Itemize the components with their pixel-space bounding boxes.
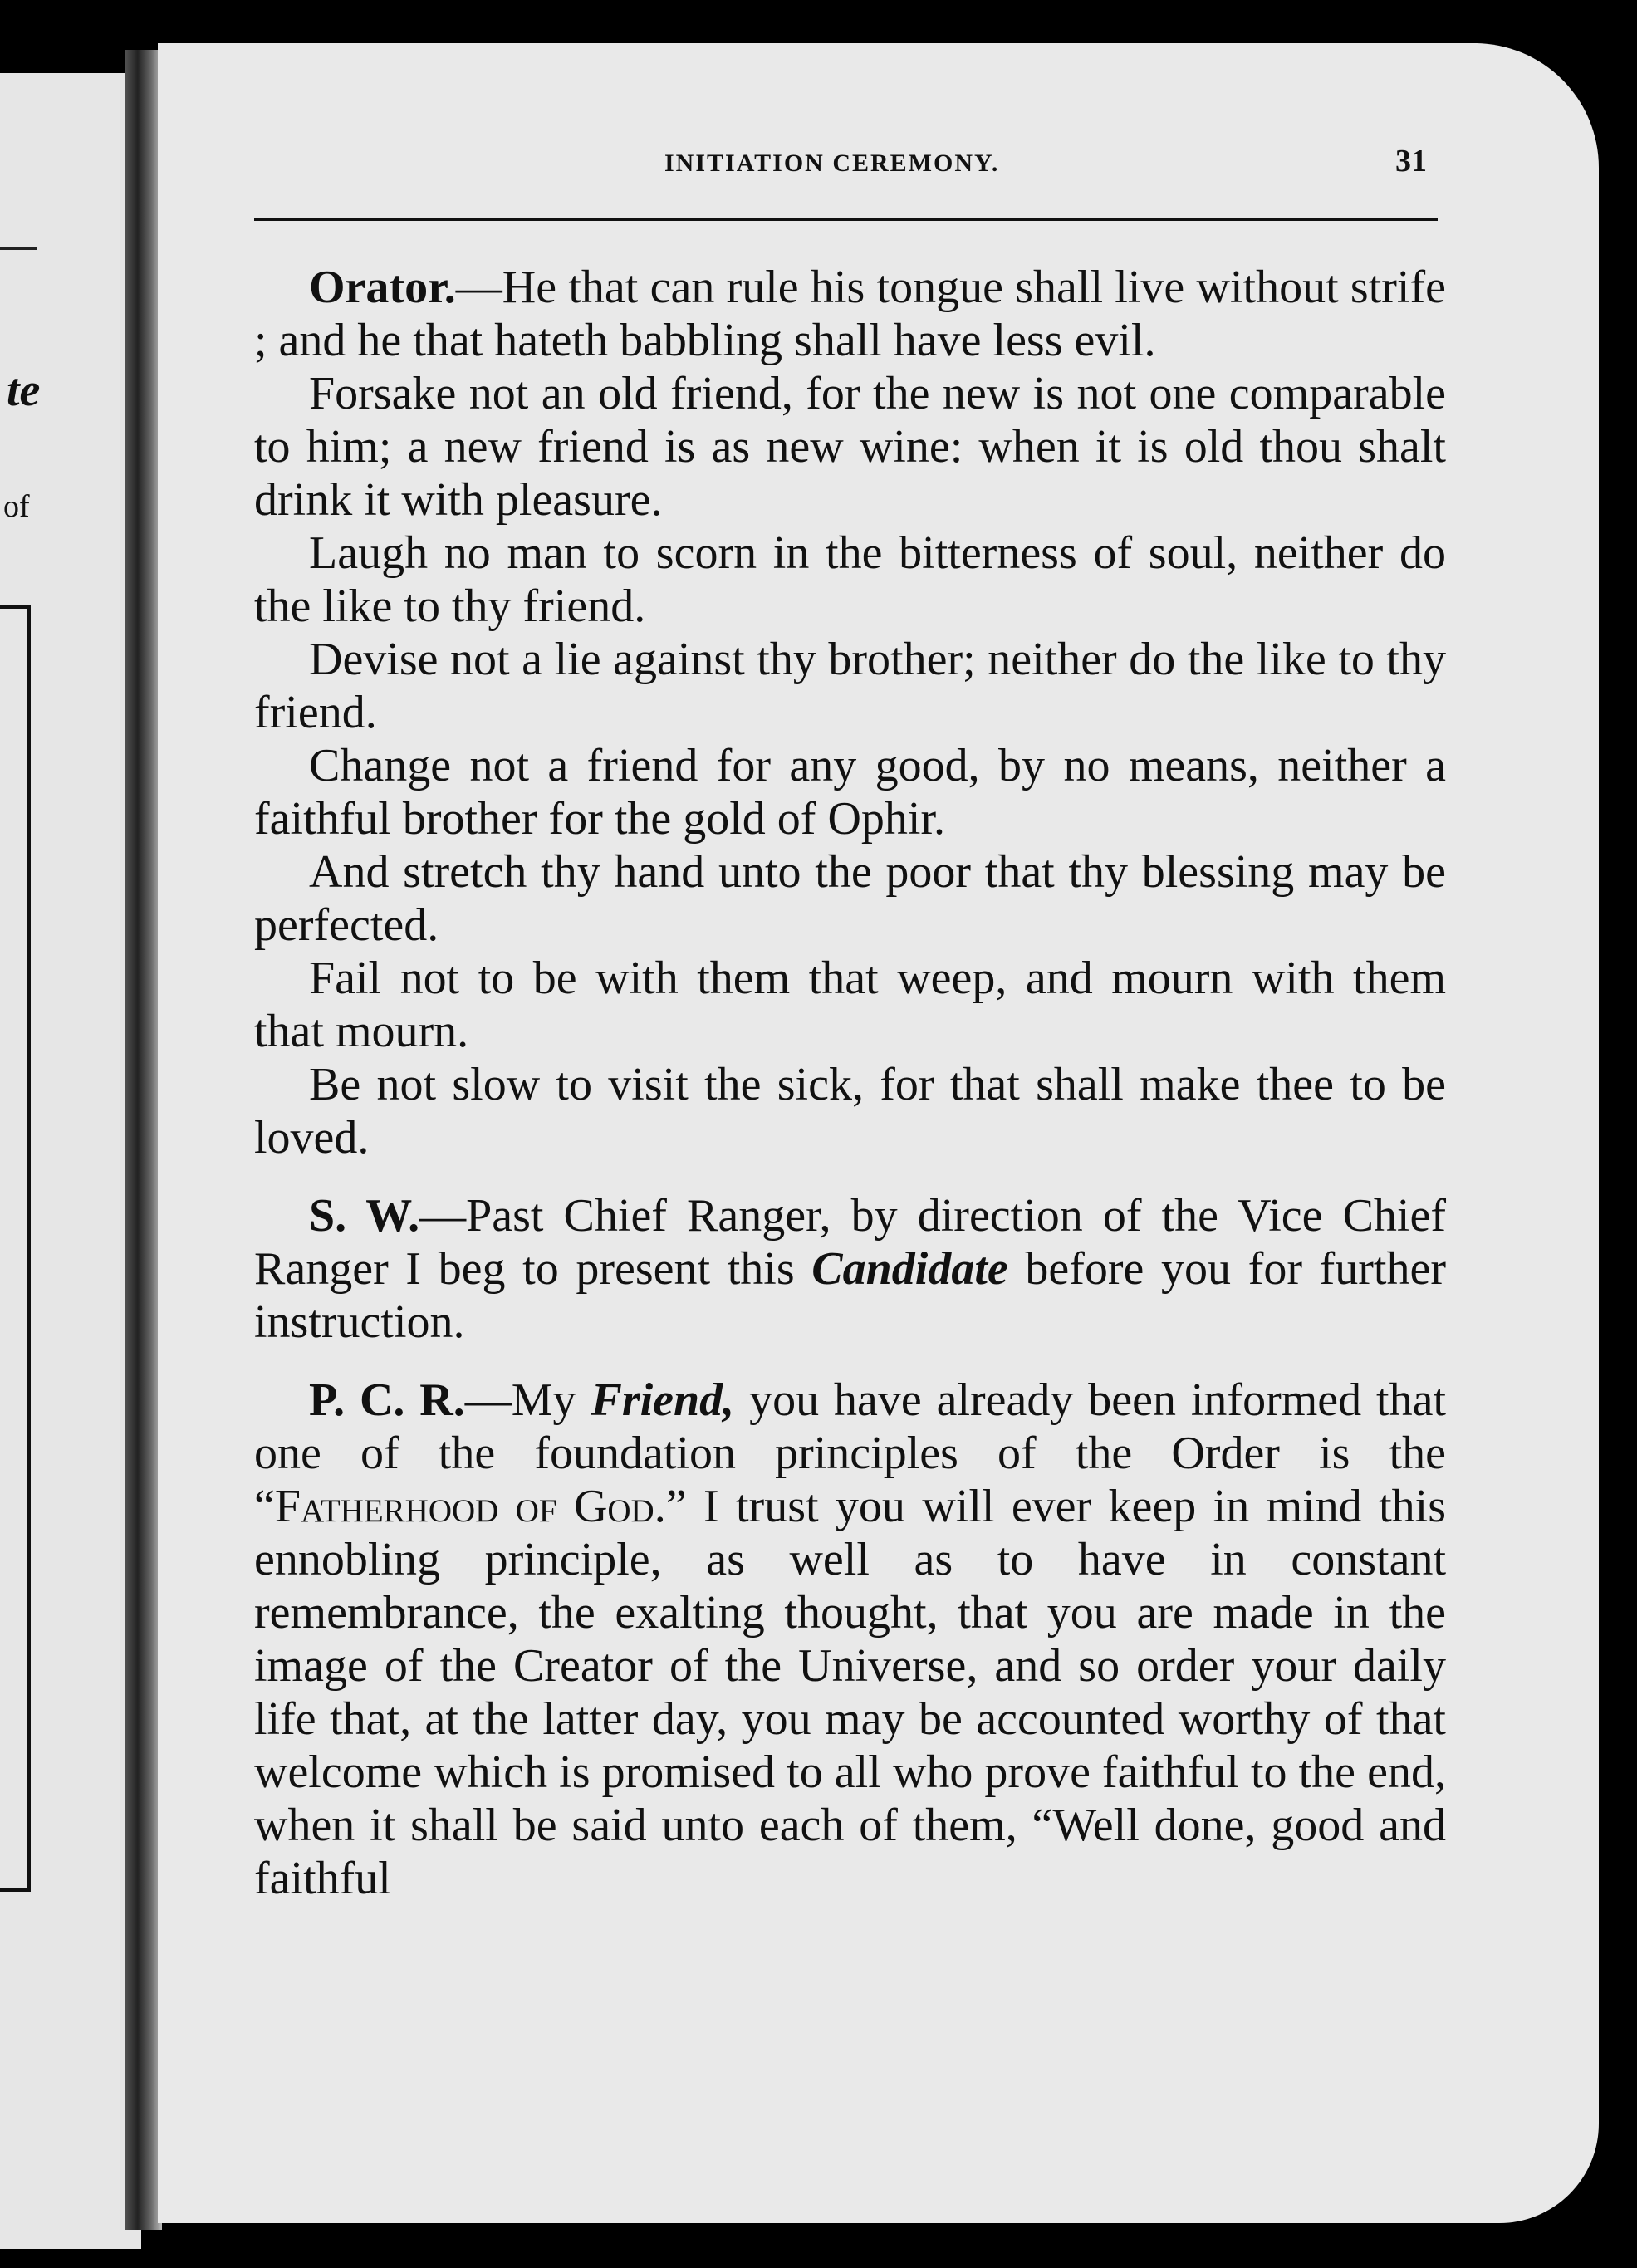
paragraph: Forsake not an old friend, for the new is not one comparable to him; a new friend is as new wine: when it is old thou shalt drink it with pleasure. bbox=[254, 368, 1446, 526]
paragraph: Devise not a lie against thy brother; neither do the like to thy friend. bbox=[254, 634, 1446, 738]
paragraph-text: before you for further instruction. bbox=[254, 1243, 1446, 1348]
book-gutter bbox=[125, 50, 162, 2230]
paragraph-text: —Past Chief Ranger, by direction of the Vice Chief Ranger I beg to present this bbox=[254, 1190, 1446, 1295]
facing-page bbox=[0, 73, 141, 2249]
page-number: 31 bbox=[1395, 144, 1427, 179]
facing-page-rule bbox=[0, 247, 37, 250]
facing-page-fragment: of bbox=[3, 489, 30, 524]
paragraph: Laugh no man to scorn in the bitterness of soul, neither do the like to thy friend. bbox=[254, 527, 1446, 632]
book-page bbox=[158, 43, 1599, 2223]
paragraph-text: —He that can rule his tongue shall live without strife ; and he that hateth babbling shall have less evil. bbox=[254, 262, 1446, 366]
paragraph: Change not a friend for any good, by no means, neither a faithful brother for the gold of Ophir. bbox=[254, 740, 1446, 845]
paragraph bbox=[254, 1189, 1446, 1349]
facing-page-fragment: te bbox=[7, 365, 41, 416]
header-rule bbox=[254, 218, 1438, 221]
paragraph: Fail not to be with them that weep, and mourn with them that mourn. bbox=[254, 953, 1446, 1057]
speaker-label: Orator. bbox=[309, 262, 456, 313]
paragraph-text: I trust you will ever keep in mind this ennobling principle, as well as to have in constant remembrance, the exalting thought, that you are made in the image of the Creator of the Universe, and so order your daily life that, at the latter day, you may be accounted worthy of that welcome which is promised to all who prove faithful to the end, when it shall be said unto each of them, “Well done, good and faithful bbox=[254, 1481, 1446, 1904]
speaker-label: S. W. bbox=[309, 1190, 420, 1242]
body-text bbox=[254, 261, 1446, 1905]
small-caps-text: “Fatherhood of God.” bbox=[254, 1481, 687, 1532]
running-head: INITIATION CEREMONY. bbox=[664, 149, 1000, 177]
speaker-label: P. C. R. bbox=[309, 1374, 465, 1426]
facing-page-box bbox=[0, 605, 31, 1892]
paragraph bbox=[254, 261, 1446, 367]
paragraph-text: —My bbox=[464, 1374, 591, 1426]
emphasis-text: Friend, bbox=[591, 1374, 735, 1426]
emphasis-text: Candidate bbox=[811, 1243, 1008, 1295]
paragraph bbox=[254, 1374, 1446, 1905]
paragraph: And stretch thy hand unto the poor that thy blessing may be perfected. bbox=[254, 846, 1446, 951]
paragraph: Be not slow to visit the sick, for that shall make thee to be loved. bbox=[254, 1059, 1446, 1163]
paragraph-text: you have already been informed that one of the foundation principles of the Order is the bbox=[254, 1374, 1447, 1479]
